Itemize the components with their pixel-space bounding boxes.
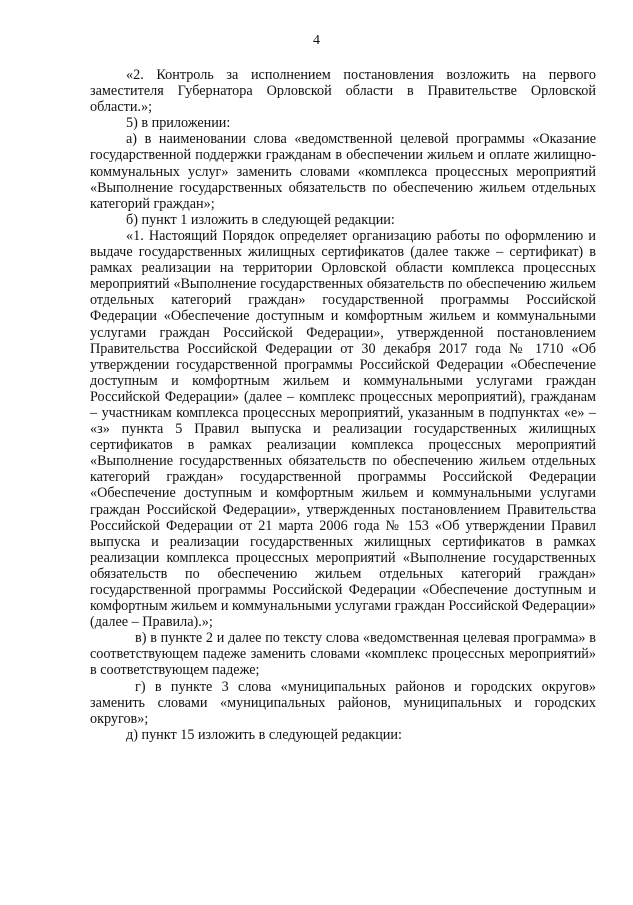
paragraph-subitem-d: д) пункт 15 изложить в следующей редакции: bbox=[126, 726, 402, 743]
paragraph-point-1-text: «1. Настоящий Порядок определяет организацию работы по оформлению и выдаче государственных жилищных сертификатов (далее также – сертификат) в рамках реализации на территории Орловской области комплекса процессных мероприятий «Выполнение государственных обязательств по обеспечению жильем отдельных категорий граждан» государственной программы Российской Федерации «Обеспечение доступным и комфортным жильем и коммунальными услугами граждан Российской Федерации», утвержденной постановлением Правительства Российской Федерации от 30 декабря 2017 года № 1710 «Об утверждении государственной программы Российской Федерации «Обеспечение доступным и комфортным жильем и коммунальными услугами граждан Российской Федерации» (далее – комплекс процессных мероприятий), гражданам – участникам комплекса процессных мероприятий, указанным в подпунктах «е» – «з» пункта 5 Правил выпуска и реализации государственных жилищных сертификатов в рамках реализации комплекса процессных мероприятий «Выполнение государственных обязательств по обеспечению жильем отдельных категорий граждан» государственной программы Российской Федерации «Обеспечение доступным и комфортным жильем и коммунальными услугами граждан Российской Федерации», утвержденных постановлением Правительства Российской Федерации от 21 марта 2006 года № 153 «Об утверждении Правил выпуска и реализации государственных жилищных сертификатов в рамках реализации комплекса процессных мероприятий «Выполнение государственных обязательств по обеспечению жильем отдельных категорий граждан» государственной программы Российской Федерации «Обеспечение доступным и комфортным жильем и коммунальными услугами граждан Российской Федерации» (далее – Правила).»; bbox=[90, 227, 596, 631]
paragraph-subitem-b: б) пункт 1 изложить в следующей редакции: bbox=[126, 211, 395, 228]
paragraph-subitem-a: а) в наименовании слова «ведомственной целевой программы «Оказание государственной поддержки гражданам в обеспечении жильем и оплате жилищно-коммунальных услуг» заменить словами «комплекса процессных мероприятий «Выполнение государственных обязательств по обеспечению жильем отдельных категорий граждан»; bbox=[90, 131, 596, 212]
paragraph-subitem-v: в) в пункте 2 и далее по тексту слова «ведомственная целевая программа» в соответствующем падеже заменить словами «комплекс процессных мероприятий» в соответствующем падеже; bbox=[90, 630, 596, 679]
document-body bbox=[90, 67, 596, 743]
page-number: 4 bbox=[313, 33, 320, 48]
paragraph-control-clause: «2. Контроль за исполнением постановления возложить на первого заместителя Губернатора Орловской области в Правительстве Орловской области.»; bbox=[90, 67, 596, 116]
paragraph-subitem-g: г) в пункте 3 слова «муниципальных районов и городских округов» заменить словами «муниципальных районов, муниципальных и городских округов»; bbox=[90, 678, 596, 727]
paragraph-item-5: 5) в приложении: bbox=[126, 115, 231, 132]
